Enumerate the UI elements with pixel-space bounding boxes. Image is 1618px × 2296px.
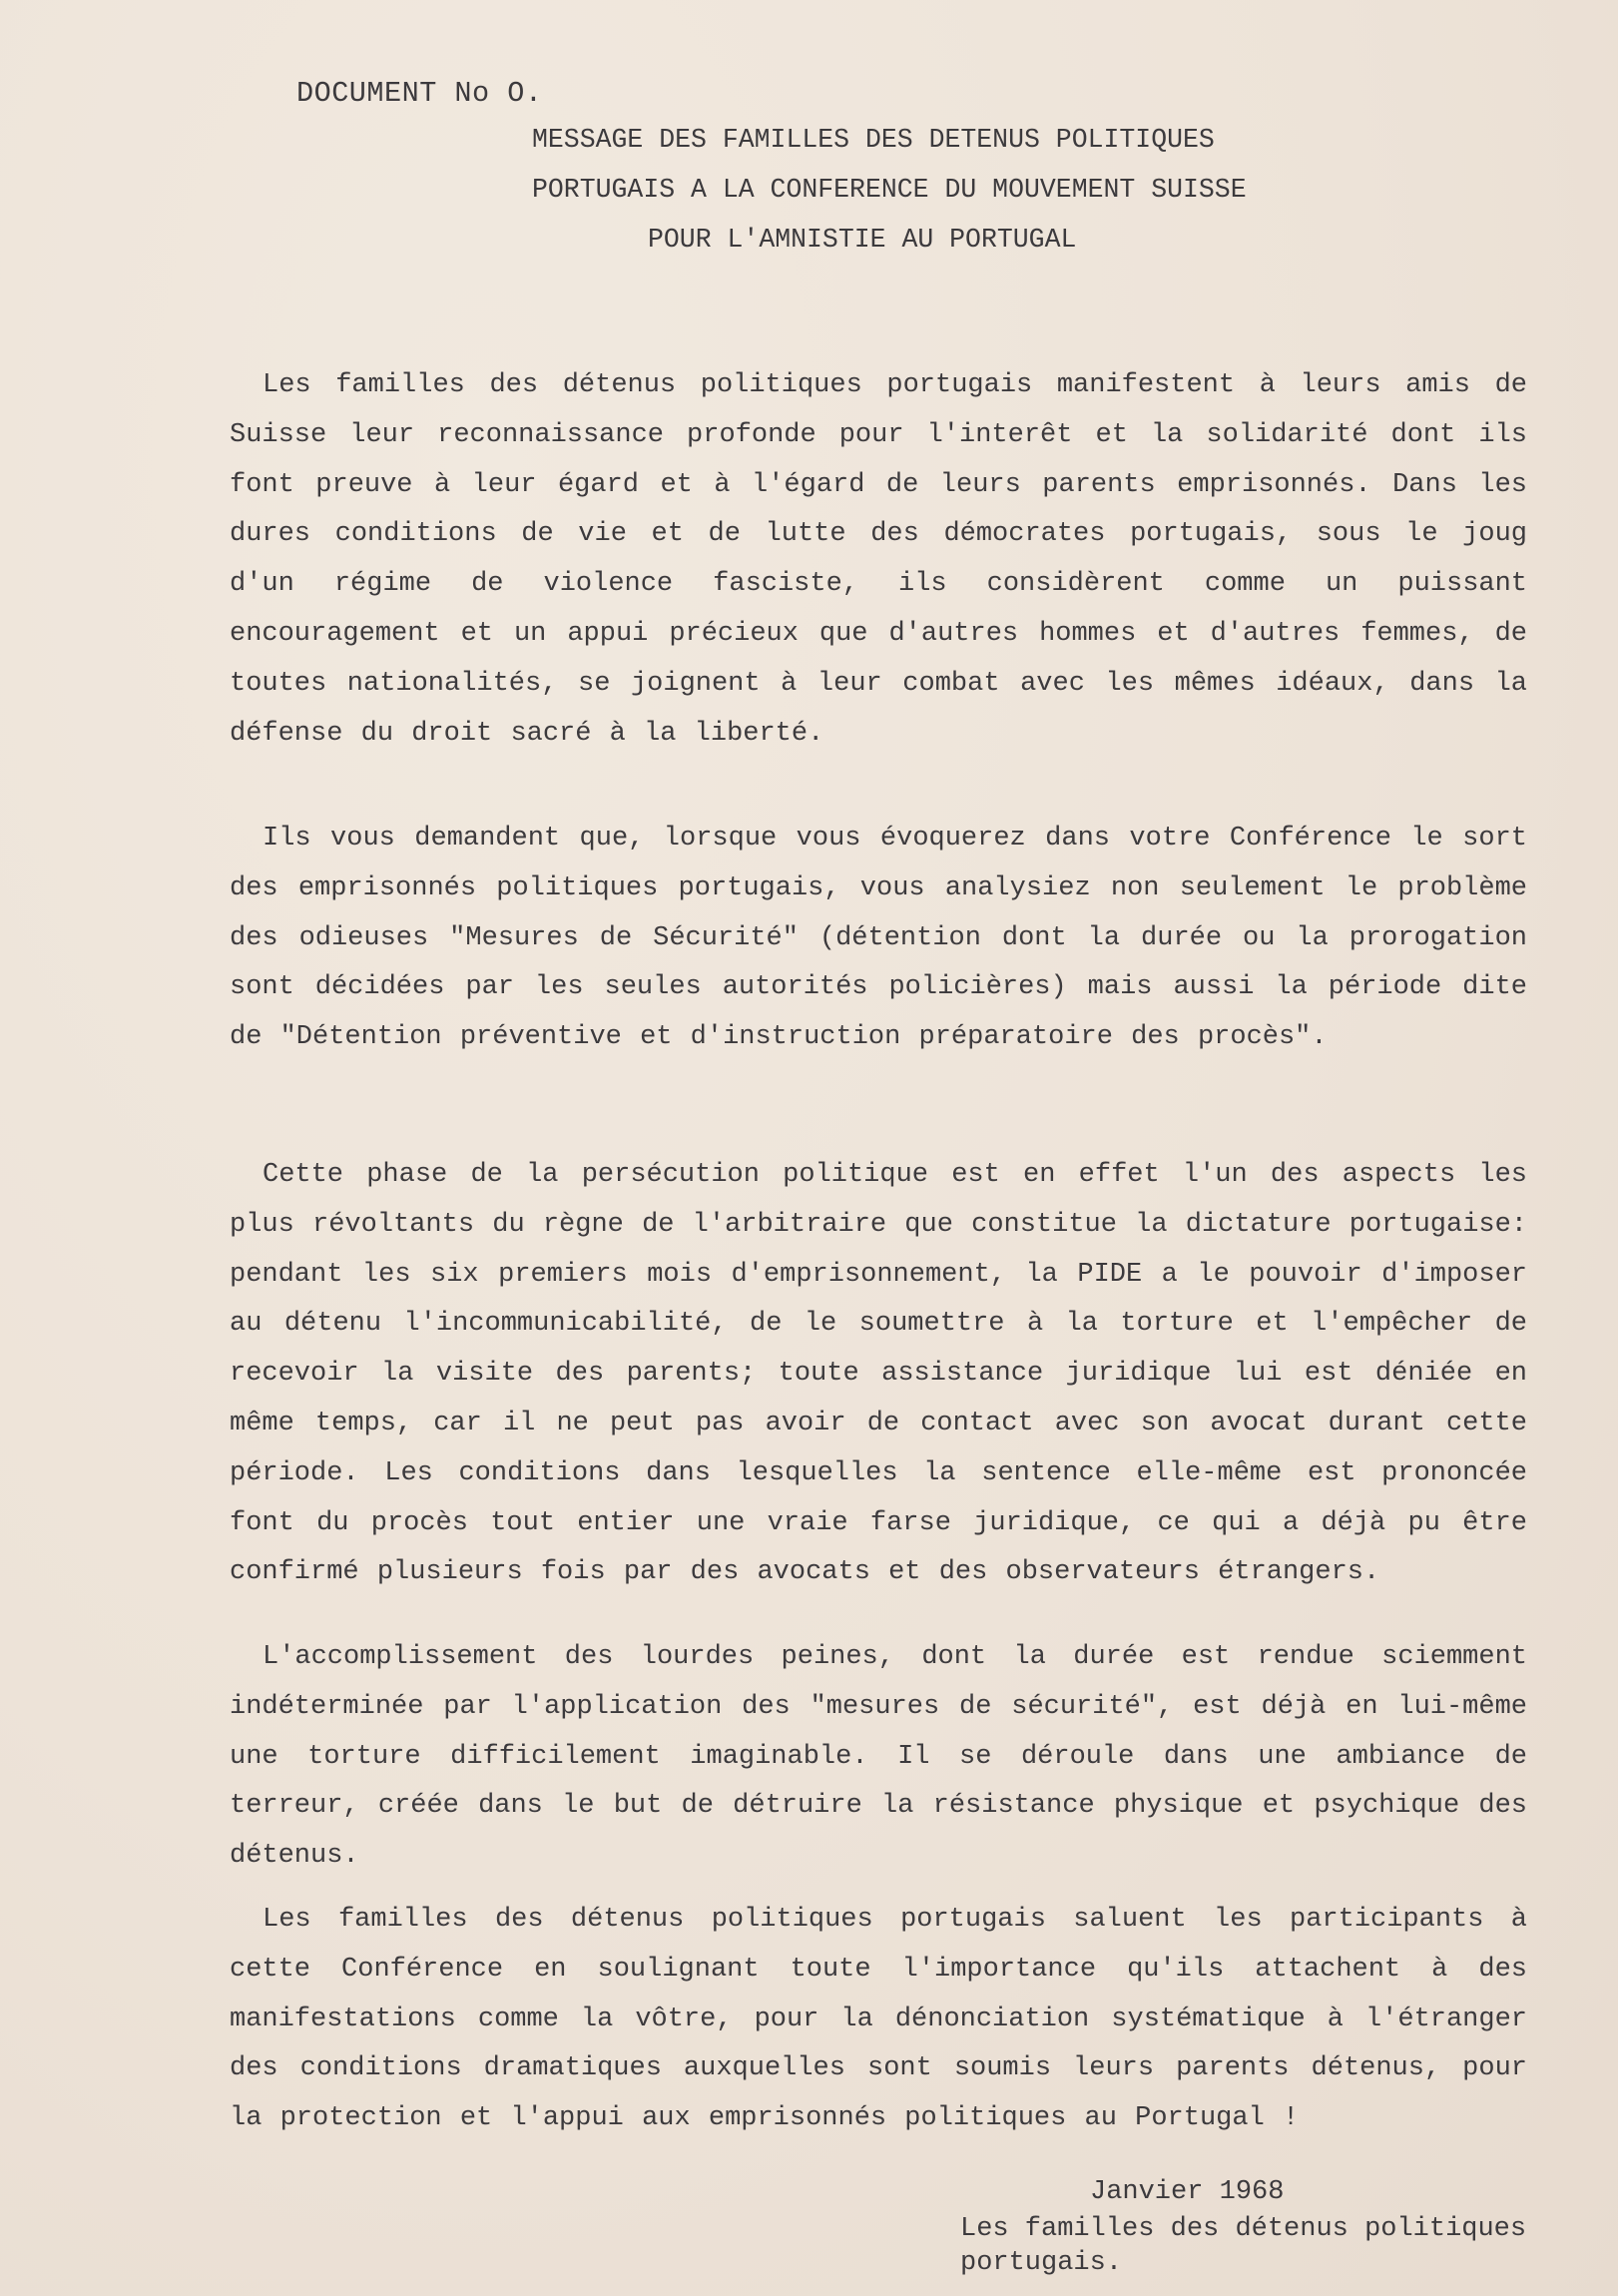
signature-line: portugais. [960, 2248, 1123, 2278]
body-paragraph: Cette phase de la persécution politique est en effet l'un des aspects les plus révoltants du règne de l'arbitraire que constitue la dictature portugaise: pendant les six premiers mois d'emprisonnement, la PIDE a le pouvoir d'imposer au détenu l'incommunicabilité, de le soumettre à la torture et l'empêcher de recevoir la visite des parents; toute assistance juridique lui est déniée en même temps, car il ne peut pas avoir de contact avec son avocat durant cette période. Les conditions dans lesquelles la sentence elle-même est prononcée font du procès tout entier une vraie farse juridique, ce qui a déjà pu être confirmé plusieurs fois par des avocats et des observateurs étrangers. [230, 1160, 1528, 1588]
body-paragraph: L'accomplissement des lourdes peines, dont la durée est rendue sciemment indéterminée par l'application des "mesures de sécurité", est déjà en lui-même une torture difficilement imaginable. Il se déroule dans une ambiance de terreur, créée dans le but de détruire la résistance physique et psychique des détenus. [230, 1642, 1527, 1872]
body-paragraph: Les familles des détenus politiques portugais saluent les participants à cette Conférence en soulignant toute l'importance qu'ils attachent à des manifestations comme la vôtre, pour la dénonciation systématique à l'étranger des conditions dramatiques auxquelles sont soumis leurs parents détenus, pour la protection et l'appui aux emprisonnés politiques au Portugal ! [230, 1905, 1527, 2134]
title-line: POUR L'AMNISTIE AU PORTUGAL [648, 225, 1077, 255]
document-number: DOCUMENT No O. [296, 77, 543, 110]
body-paragraph: Les familles des détenus politiques portugais manifestent à leurs amis de Suisse leur reconnaissance profonde pour l'interêt et la solidarité dont ils font preuve à leur égard et à l'égard de leurs parents emprisonnés. Dans les dures conditions de vie et de lutte des démocrates portugais, sous le joug d'un régime de violence fasciste, ils considèrent comme un puissant encouragement et un appui précieux que d'autres hommes et d'autres femmes, de toutes nationalités, se joignent à leur combat avec les mêmes idéaux, dans la défense du droit sacré à la liberté. [230, 370, 1527, 749]
body-paragraph: Ils vous demandent que, lorsque vous évoquerez dans votre Conférence le sort des emprisonnés politiques portugais, vous analysiez non seulement le problème des odieuses "Mesures de Sécurité" (détention dont la durée ou la prorogation sont décidées par les seules autorités policières) mais aussi la période dite de "Détention préventive et d'instruction préparatoire des procès". [230, 824, 1527, 1053]
title-line: MESSAGE DES FAMILLES DES DETENUS POLITIQUES [532, 125, 1215, 155]
signature-line: Les familles des détenus politiques [960, 2214, 1527, 2244]
document-date: Janvier 1968 [1090, 2177, 1285, 2207]
title-line: PORTUGAIS A LA CONFERENCE DU MOUVEMENT SUISSE [532, 175, 1247, 205]
